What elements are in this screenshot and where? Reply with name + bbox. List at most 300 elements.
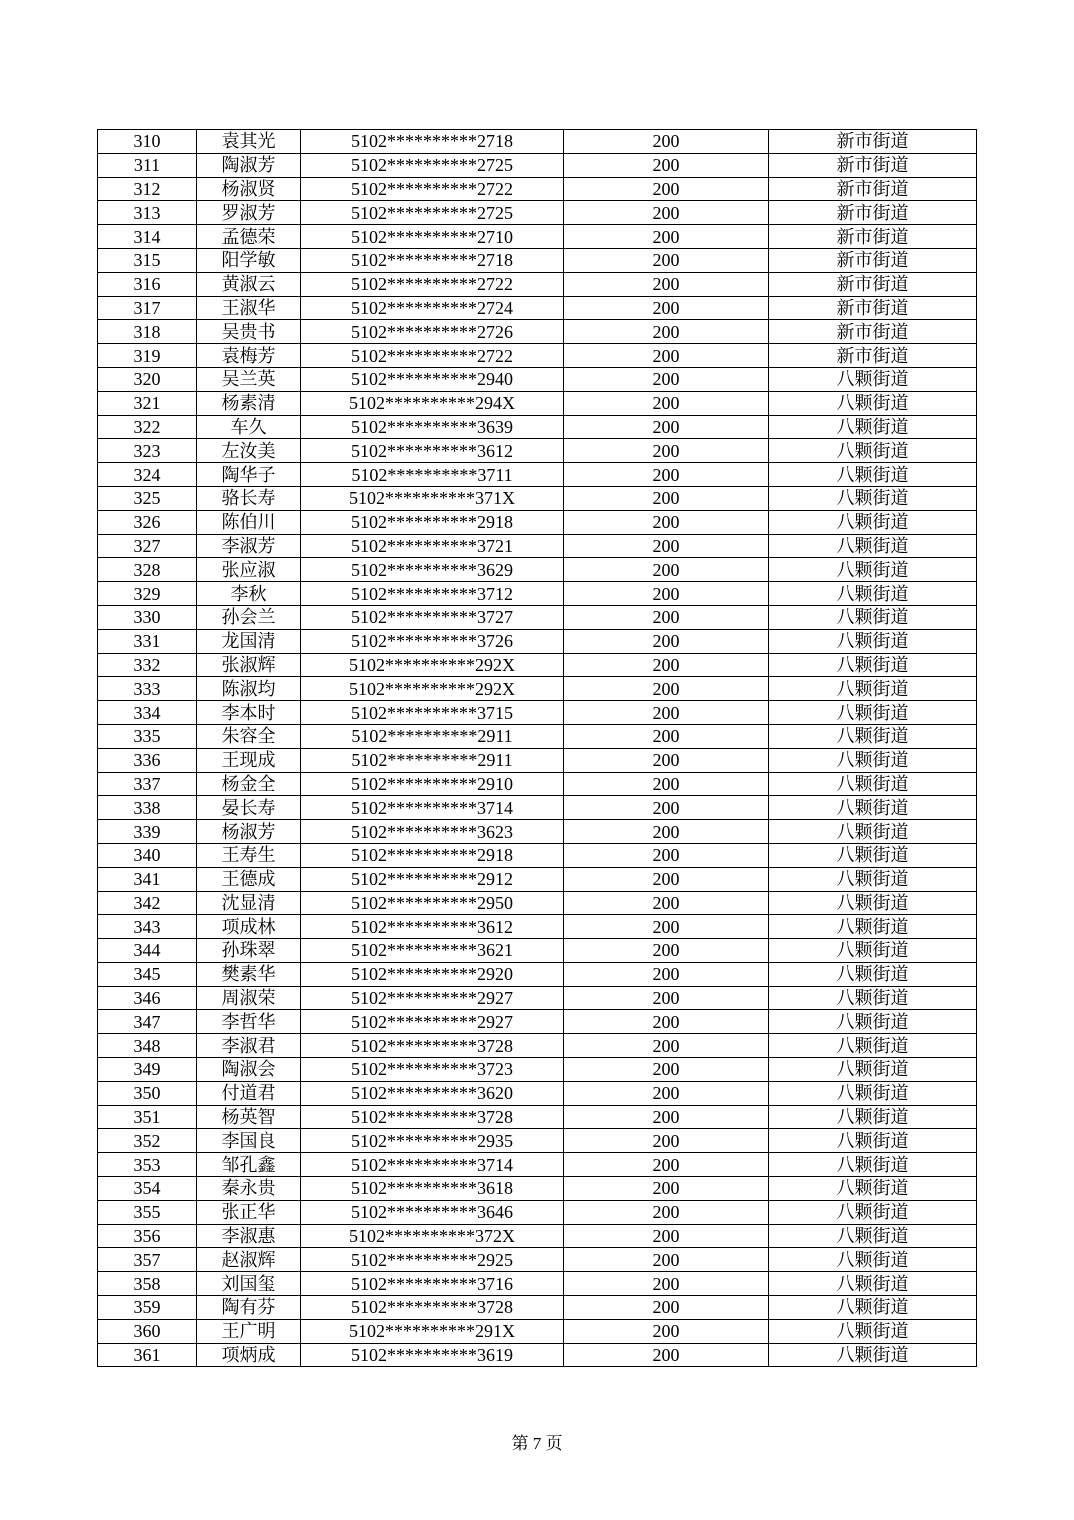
cell-name: 晏长寿	[197, 796, 301, 820]
cell-serial-number: 340	[98, 843, 197, 867]
table-row	[98, 1296, 977, 1320]
cell-id-number: 5102**********2725	[301, 153, 564, 177]
cell-amount: 200	[564, 986, 769, 1010]
cell-serial-number: 355	[98, 1200, 197, 1224]
cell-subdistrict: 八颗街道	[769, 367, 977, 391]
cell-amount: 200	[564, 367, 769, 391]
cell-subdistrict: 八颗街道	[769, 1010, 977, 1034]
table-row	[98, 1058, 977, 1082]
cell-subdistrict: 八颗街道	[769, 1296, 977, 1320]
table-row	[98, 344, 977, 368]
table-row	[98, 1200, 977, 1224]
cell-name: 吴贵书	[197, 320, 301, 344]
cell-amount: 200	[564, 534, 769, 558]
cell-id-number: 5102**********3728	[301, 1034, 564, 1058]
cell-id-number: 5102**********292X	[301, 677, 564, 701]
cell-serial-number: 350	[98, 1081, 197, 1105]
cell-serial-number: 333	[98, 677, 197, 701]
table-row	[98, 1319, 977, 1343]
cell-amount: 200	[564, 1105, 769, 1129]
cell-amount: 200	[564, 391, 769, 415]
table-row	[98, 1153, 977, 1177]
cell-id-number: 5102**********3714	[301, 1153, 564, 1177]
table-row	[98, 820, 977, 844]
cell-amount: 200	[564, 1200, 769, 1224]
cell-amount: 200	[564, 653, 769, 677]
cell-subdistrict: 新市街道	[769, 248, 977, 272]
cell-amount: 200	[564, 1296, 769, 1320]
cell-serial-number: 354	[98, 1177, 197, 1201]
table-row	[98, 225, 977, 249]
cell-serial-number: 321	[98, 391, 197, 415]
cell-id-number: 5102**********2910	[301, 772, 564, 796]
cell-subdistrict: 八颗街道	[769, 748, 977, 772]
table-row	[98, 439, 977, 463]
cell-subdistrict: 八颗街道	[769, 1200, 977, 1224]
table-row	[98, 153, 977, 177]
table-row	[98, 724, 977, 748]
cell-name: 龙国清	[197, 629, 301, 653]
cell-serial-number: 312	[98, 177, 197, 201]
cell-name: 阳学敏	[197, 248, 301, 272]
cell-name: 付道君	[197, 1081, 301, 1105]
cell-serial-number: 325	[98, 486, 197, 510]
cell-name: 刘国玺	[197, 1272, 301, 1296]
cell-id-number: 5102**********2918	[301, 510, 564, 534]
cell-id-number: 5102**********3728	[301, 1105, 564, 1129]
cell-subdistrict: 新市街道	[769, 296, 977, 320]
cell-subdistrict: 八颗街道	[769, 820, 977, 844]
cell-serial-number: 343	[98, 915, 197, 939]
cell-amount: 200	[564, 463, 769, 487]
cell-amount: 200	[564, 1034, 769, 1058]
cell-subdistrict: 八颗街道	[769, 510, 977, 534]
cell-serial-number: 338	[98, 796, 197, 820]
cell-subdistrict: 新市街道	[769, 225, 977, 249]
cell-subdistrict: 新市街道	[769, 153, 977, 177]
cell-serial-number: 331	[98, 629, 197, 653]
table-row	[98, 558, 977, 582]
cell-amount: 200	[564, 748, 769, 772]
cell-name: 袁梅芳	[197, 344, 301, 368]
cell-amount: 200	[564, 1177, 769, 1201]
table-row	[98, 1177, 977, 1201]
table-row	[98, 701, 977, 725]
cell-serial-number: 360	[98, 1319, 197, 1343]
cell-name: 左汝美	[197, 439, 301, 463]
cell-amount: 200	[564, 701, 769, 725]
cell-subdistrict: 八颗街道	[769, 1272, 977, 1296]
cell-id-number: 5102**********3629	[301, 558, 564, 582]
cell-subdistrict: 八颗街道	[769, 843, 977, 867]
cell-id-number: 5102**********3712	[301, 582, 564, 606]
cell-id-number: 5102**********2726	[301, 320, 564, 344]
cell-serial-number: 342	[98, 891, 197, 915]
cell-amount: 200	[564, 915, 769, 939]
table-row	[98, 463, 977, 487]
roster-table-container	[97, 129, 976, 1367]
cell-serial-number: 316	[98, 272, 197, 296]
cell-id-number: 5102**********2725	[301, 201, 564, 225]
cell-name: 王广明	[197, 1319, 301, 1343]
cell-subdistrict: 八颗街道	[769, 867, 977, 891]
cell-amount: 200	[564, 1224, 769, 1248]
cell-serial-number: 359	[98, 1296, 197, 1320]
cell-amount: 200	[564, 605, 769, 629]
cell-serial-number: 339	[98, 820, 197, 844]
cell-name: 邹孔鑫	[197, 1153, 301, 1177]
table-row	[98, 391, 977, 415]
cell-subdistrict: 八颗街道	[769, 891, 977, 915]
cell-id-number: 5102**********2920	[301, 962, 564, 986]
cell-subdistrict: 八颗街道	[769, 1224, 977, 1248]
roster-table	[97, 129, 977, 1367]
cell-name: 王德成	[197, 867, 301, 891]
table-row	[98, 201, 977, 225]
cell-serial-number: 319	[98, 344, 197, 368]
cell-subdistrict: 新市街道	[769, 130, 977, 154]
table-row	[98, 1129, 977, 1153]
cell-subdistrict: 新市街道	[769, 320, 977, 344]
cell-subdistrict: 八颗街道	[769, 724, 977, 748]
cell-serial-number: 336	[98, 748, 197, 772]
table-row	[98, 1272, 977, 1296]
table-row	[98, 296, 977, 320]
cell-amount: 200	[564, 772, 769, 796]
cell-serial-number: 332	[98, 653, 197, 677]
cell-name: 李淑君	[197, 1034, 301, 1058]
cell-name: 赵淑辉	[197, 1248, 301, 1272]
table-row	[98, 1105, 977, 1129]
table-row	[98, 1081, 977, 1105]
cell-name: 陈伯川	[197, 510, 301, 534]
cell-name: 沈显清	[197, 891, 301, 915]
cell-id-number: 5102**********371X	[301, 486, 564, 510]
cell-subdistrict: 八颗街道	[769, 534, 977, 558]
cell-amount: 200	[564, 248, 769, 272]
cell-serial-number: 348	[98, 1034, 197, 1058]
table-row	[98, 320, 977, 344]
cell-serial-number: 318	[98, 320, 197, 344]
table-row	[98, 891, 977, 915]
cell-amount: 200	[564, 962, 769, 986]
cell-serial-number: 317	[98, 296, 197, 320]
cell-amount: 200	[564, 867, 769, 891]
cell-serial-number: 322	[98, 415, 197, 439]
cell-serial-number: 334	[98, 701, 197, 725]
cell-serial-number: 311	[98, 153, 197, 177]
cell-serial-number: 353	[98, 1153, 197, 1177]
cell-amount: 200	[564, 1081, 769, 1105]
cell-name: 陶有芬	[197, 1296, 301, 1320]
cell-name: 李国良	[197, 1129, 301, 1153]
cell-name: 项成林	[197, 915, 301, 939]
cell-id-number: 5102**********3621	[301, 939, 564, 963]
cell-name: 车久	[197, 415, 301, 439]
cell-subdistrict: 新市街道	[769, 177, 977, 201]
cell-id-number: 5102**********3715	[301, 701, 564, 725]
cell-serial-number: 351	[98, 1105, 197, 1129]
cell-id-number: 5102**********2710	[301, 225, 564, 249]
table-row	[98, 415, 977, 439]
cell-id-number: 5102**********2912	[301, 867, 564, 891]
table-row	[98, 177, 977, 201]
cell-subdistrict: 八颗街道	[769, 1343, 977, 1367]
cell-name: 孙珠翠	[197, 939, 301, 963]
table-row	[98, 796, 977, 820]
cell-serial-number: 310	[98, 130, 197, 154]
table-row	[98, 962, 977, 986]
cell-serial-number: 330	[98, 605, 197, 629]
cell-subdistrict: 八颗街道	[769, 1129, 977, 1153]
cell-amount: 200	[564, 820, 769, 844]
cell-serial-number: 347	[98, 1010, 197, 1034]
cell-id-number: 5102**********3714	[301, 796, 564, 820]
cell-serial-number: 323	[98, 439, 197, 463]
cell-amount: 200	[564, 677, 769, 701]
cell-name: 张正华	[197, 1200, 301, 1224]
cell-subdistrict: 八颗街道	[769, 1248, 977, 1272]
cell-id-number: 5102**********3728	[301, 1296, 564, 1320]
cell-id-number: 5102**********3723	[301, 1058, 564, 1082]
cell-id-number: 5102**********2925	[301, 1248, 564, 1272]
cell-id-number: 5102**********2722	[301, 344, 564, 368]
cell-subdistrict: 八颗街道	[769, 1153, 977, 1177]
cell-id-number: 5102**********3716	[301, 1272, 564, 1296]
cell-amount: 200	[564, 629, 769, 653]
cell-serial-number: 345	[98, 962, 197, 986]
table-row	[98, 772, 977, 796]
cell-subdistrict: 八颗街道	[769, 486, 977, 510]
cell-subdistrict: 八颗街道	[769, 1058, 977, 1082]
cell-subdistrict: 八颗街道	[769, 677, 977, 701]
cell-id-number: 5102**********3721	[301, 534, 564, 558]
cell-name: 王现成	[197, 748, 301, 772]
table-row	[98, 248, 977, 272]
cell-name: 吴兰英	[197, 367, 301, 391]
cell-serial-number: 320	[98, 367, 197, 391]
cell-serial-number: 324	[98, 463, 197, 487]
cell-id-number: 5102**********2940	[301, 367, 564, 391]
cell-amount: 200	[564, 296, 769, 320]
cell-serial-number: 349	[98, 1058, 197, 1082]
cell-amount: 200	[564, 486, 769, 510]
cell-subdistrict: 八颗街道	[769, 415, 977, 439]
cell-id-number: 5102**********3620	[301, 1081, 564, 1105]
cell-amount: 200	[564, 201, 769, 225]
table-row	[98, 629, 977, 653]
cell-name: 黄淑云	[197, 272, 301, 296]
cell-subdistrict: 八颗街道	[769, 701, 977, 725]
cell-id-number: 5102**********2935	[301, 1129, 564, 1153]
cell-name: 杨淑贤	[197, 177, 301, 201]
cell-name: 骆长寿	[197, 486, 301, 510]
cell-name: 李淑芳	[197, 534, 301, 558]
cell-serial-number: 313	[98, 201, 197, 225]
cell-amount: 200	[564, 272, 769, 296]
cell-subdistrict: 八颗街道	[769, 1177, 977, 1201]
cell-name: 张淑辉	[197, 653, 301, 677]
cell-serial-number: 361	[98, 1343, 197, 1367]
cell-amount: 200	[564, 1248, 769, 1272]
cell-name: 杨金全	[197, 772, 301, 796]
cell-id-number: 5102**********3646	[301, 1200, 564, 1224]
cell-id-number: 5102**********2718	[301, 248, 564, 272]
cell-name: 陈淑均	[197, 677, 301, 701]
table-row	[98, 986, 977, 1010]
cell-name: 袁其光	[197, 130, 301, 154]
cell-subdistrict: 八颗街道	[769, 605, 977, 629]
cell-serial-number: 356	[98, 1224, 197, 1248]
table-row	[98, 939, 977, 963]
cell-subdistrict: 八颗街道	[769, 1105, 977, 1129]
cell-id-number: 5102**********2722	[301, 177, 564, 201]
cell-subdistrict: 八颗街道	[769, 986, 977, 1010]
cell-name: 王寿生	[197, 843, 301, 867]
cell-serial-number: 327	[98, 534, 197, 558]
cell-id-number: 5102**********2911	[301, 724, 564, 748]
cell-amount: 200	[564, 1153, 769, 1177]
cell-amount: 200	[564, 415, 769, 439]
table-row	[98, 272, 977, 296]
table-row	[98, 534, 977, 558]
cell-amount: 200	[564, 796, 769, 820]
cell-name: 孙会兰	[197, 605, 301, 629]
table-row	[98, 1343, 977, 1367]
cell-id-number: 5102**********2911	[301, 748, 564, 772]
cell-amount: 200	[564, 344, 769, 368]
cell-subdistrict: 八颗街道	[769, 1034, 977, 1058]
cell-name: 李淑惠	[197, 1224, 301, 1248]
cell-amount: 200	[564, 1129, 769, 1153]
cell-amount: 200	[564, 153, 769, 177]
cell-amount: 200	[564, 1272, 769, 1296]
cell-name: 李哲华	[197, 1010, 301, 1034]
cell-id-number: 5102**********291X	[301, 1319, 564, 1343]
cell-amount: 200	[564, 177, 769, 201]
cell-id-number: 5102**********2724	[301, 296, 564, 320]
cell-subdistrict: 八颗街道	[769, 629, 977, 653]
cell-id-number: 5102**********2927	[301, 1010, 564, 1034]
cell-name: 周淑荣	[197, 986, 301, 1010]
cell-id-number: 5102**********3727	[301, 605, 564, 629]
cell-amount: 200	[564, 724, 769, 748]
cell-amount: 200	[564, 225, 769, 249]
cell-serial-number: 358	[98, 1272, 197, 1296]
cell-subdistrict: 八颗街道	[769, 391, 977, 415]
cell-id-number: 5102**********3612	[301, 915, 564, 939]
cell-subdistrict: 八颗街道	[769, 1319, 977, 1343]
cell-serial-number: 328	[98, 558, 197, 582]
cell-id-number: 5102**********3726	[301, 629, 564, 653]
table-row	[98, 1034, 977, 1058]
table-row	[98, 915, 977, 939]
cell-name: 王淑华	[197, 296, 301, 320]
cell-name: 杨淑芳	[197, 820, 301, 844]
cell-id-number: 5102**********3618	[301, 1177, 564, 1201]
cell-id-number: 5102**********3619	[301, 1343, 564, 1367]
cell-serial-number: 337	[98, 772, 197, 796]
cell-name: 杨素清	[197, 391, 301, 415]
cell-amount: 200	[564, 843, 769, 867]
cell-amount: 200	[564, 439, 769, 463]
cell-id-number: 5102**********372X	[301, 1224, 564, 1248]
table-row	[98, 510, 977, 534]
cell-amount: 200	[564, 939, 769, 963]
roster-table-body	[98, 130, 977, 1367]
cell-subdistrict: 八颗街道	[769, 558, 977, 582]
cell-name: 秦永贵	[197, 1177, 301, 1201]
table-row	[98, 867, 977, 891]
cell-name: 李本时	[197, 701, 301, 725]
cell-serial-number: 341	[98, 867, 197, 891]
cell-name: 陶淑会	[197, 1058, 301, 1082]
cell-name: 罗淑芳	[197, 201, 301, 225]
table-row	[98, 1248, 977, 1272]
cell-subdistrict: 八颗街道	[769, 439, 977, 463]
cell-id-number: 5102**********3639	[301, 415, 564, 439]
cell-subdistrict: 八颗街道	[769, 796, 977, 820]
table-row	[98, 582, 977, 606]
cell-serial-number: 357	[98, 1248, 197, 1272]
cell-amount: 200	[564, 1343, 769, 1367]
table-row	[98, 367, 977, 391]
cell-amount: 200	[564, 130, 769, 154]
cell-id-number: 5102**********294X	[301, 391, 564, 415]
cell-name: 樊素华	[197, 962, 301, 986]
cell-subdistrict: 八颗街道	[769, 962, 977, 986]
cell-amount: 200	[564, 510, 769, 534]
cell-amount: 200	[564, 1319, 769, 1343]
cell-amount: 200	[564, 1010, 769, 1034]
table-row	[98, 677, 977, 701]
cell-serial-number: 344	[98, 939, 197, 963]
cell-serial-number: 346	[98, 986, 197, 1010]
cell-subdistrict: 新市街道	[769, 272, 977, 296]
table-row	[98, 843, 977, 867]
table-row	[98, 605, 977, 629]
cell-subdistrict: 八颗街道	[769, 772, 977, 796]
cell-subdistrict: 新市街道	[769, 201, 977, 225]
cell-name: 张应淑	[197, 558, 301, 582]
cell-serial-number: 315	[98, 248, 197, 272]
cell-name: 孟德荣	[197, 225, 301, 249]
cell-subdistrict: 八颗街道	[769, 915, 977, 939]
cell-id-number: 5102**********2918	[301, 843, 564, 867]
cell-amount: 200	[564, 320, 769, 344]
cell-subdistrict: 八颗街道	[769, 463, 977, 487]
cell-subdistrict: 八颗街道	[769, 939, 977, 963]
table-row	[98, 130, 977, 154]
page-number: 第 7 页	[511, 1434, 563, 1453]
cell-serial-number: 335	[98, 724, 197, 748]
cell-name: 项炳成	[197, 1343, 301, 1367]
table-row	[98, 748, 977, 772]
table-row	[98, 653, 977, 677]
cell-name: 陶淑芳	[197, 153, 301, 177]
cell-amount: 200	[564, 582, 769, 606]
cell-name: 陶华子	[197, 463, 301, 487]
cell-amount: 200	[564, 891, 769, 915]
table-row	[98, 1010, 977, 1034]
cell-id-number: 5102**********3711	[301, 463, 564, 487]
cell-id-number: 5102**********292X	[301, 653, 564, 677]
cell-subdistrict: 新市街道	[769, 344, 977, 368]
table-row	[98, 1224, 977, 1248]
cell-amount: 200	[564, 558, 769, 582]
cell-serial-number: 329	[98, 582, 197, 606]
cell-serial-number: 326	[98, 510, 197, 534]
